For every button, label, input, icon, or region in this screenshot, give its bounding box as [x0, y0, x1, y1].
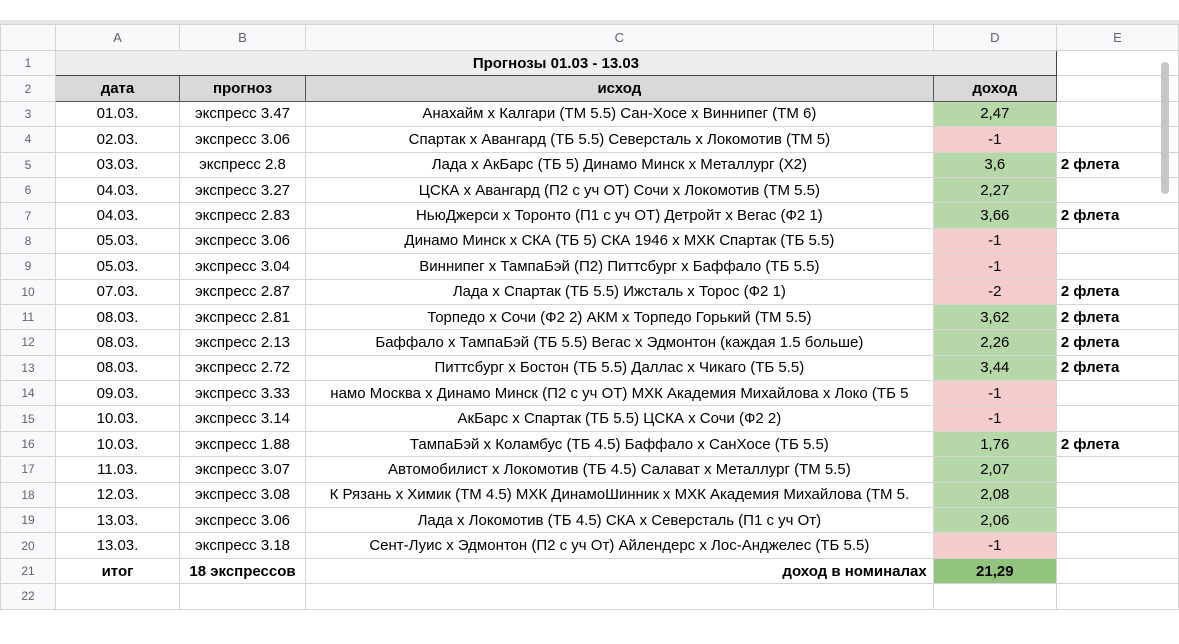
sheet-table[interactable] — [0, 24, 1179, 610]
outcome-cell[interactable]: Спартак х Авангард (ТБ 5.5) Северсталь х Локомотив (ТМ 5) — [306, 127, 934, 152]
table-row[interactable] — [1, 101, 1179, 126]
outcome-cell[interactable]: Лада х Локомотив (ТБ 4.5) СКА х Северсталь (П1 с уч От) — [306, 508, 934, 533]
income-cell[interactable]: 3,44 — [933, 355, 1056, 380]
header-date[interactable]: дата — [55, 76, 179, 101]
row-header[interactable]: 8 — [1, 228, 56, 253]
table-row[interactable] — [1, 457, 1179, 482]
empty-cell[interactable] — [306, 584, 934, 609]
empty-cell[interactable] — [1056, 558, 1178, 583]
income-cell[interactable]: 2,07 — [933, 457, 1056, 482]
table-row[interactable] — [1, 482, 1179, 507]
column-header-c[interactable]: C — [306, 25, 934, 51]
note-cell[interactable] — [1056, 406, 1178, 431]
row-header[interactable]: 3 — [1, 101, 56, 126]
row-header[interactable]: 13 — [1, 355, 56, 380]
date-cell[interactable]: 05.03. — [55, 228, 179, 253]
forecast-cell[interactable]: экспресс 3.18 — [179, 533, 305, 558]
forecast-cell[interactable]: экспресс 1.88 — [179, 431, 305, 456]
table-row[interactable] — [1, 127, 1179, 152]
row-header[interactable]: 5 — [1, 152, 56, 177]
income-cell[interactable]: 2,47 — [933, 101, 1056, 126]
income-cell[interactable]: -2 — [933, 279, 1056, 304]
income-cell[interactable]: 3,66 — [933, 203, 1056, 228]
date-cell[interactable]: 04.03. — [55, 177, 179, 202]
table-row[interactable] — [1, 254, 1179, 279]
note-cell[interactable] — [1056, 482, 1178, 507]
outcome-cell[interactable]: намо Москва х Динамо Минск (П2 с уч ОТ) МХК Академия Михайлова х Локо (ТБ 5 — [306, 381, 934, 406]
forecast-cell[interactable]: экспресс 3.33 — [179, 381, 305, 406]
row-header[interactable]: 16 — [1, 431, 56, 456]
date-cell[interactable]: 12.03. — [55, 482, 179, 507]
table-row[interactable] — [1, 431, 1179, 456]
total-value-cell[interactable]: 21,29 — [933, 558, 1056, 583]
date-cell[interactable]: 05.03. — [55, 254, 179, 279]
row-header[interactable]: 6 — [1, 177, 56, 202]
total-count-cell[interactable]: 18 экспрессов — [179, 558, 305, 583]
note-cell[interactable] — [1056, 381, 1178, 406]
outcome-cell[interactable]: Динамо Минск х СКА (ТБ 5) СКА 1946 х МХК Спартак (ТБ 5.5) — [306, 228, 934, 253]
row-header[interactable]: 9 — [1, 254, 56, 279]
header-forecast[interactable]: прогноз — [179, 76, 305, 101]
date-cell[interactable]: 11.03. — [55, 457, 179, 482]
forecast-cell[interactable]: экспресс 3.06 — [179, 228, 305, 253]
forecast-cell[interactable]: экспресс 2.83 — [179, 203, 305, 228]
table-row[interactable] — [1, 279, 1179, 304]
note-cell[interactable] — [1056, 457, 1178, 482]
table-row[interactable] — [1, 304, 1179, 329]
forecast-cell[interactable]: экспресс 2.81 — [179, 304, 305, 329]
note-cell[interactable] — [1056, 228, 1178, 253]
forecast-cell[interactable]: экспресс 2.8 — [179, 152, 305, 177]
outcome-cell[interactable]: Анахайм х Калгари (ТМ 5.5) Сан-Хосе х Виннипег (ТМ 6) — [306, 101, 934, 126]
date-cell[interactable]: 09.03. — [55, 381, 179, 406]
outcome-cell[interactable]: НьюДжерси х Торонто (П1 с уч ОТ) Детройт х Вегас (Ф2 1) — [306, 203, 934, 228]
select-all-corner[interactable] — [1, 25, 56, 51]
income-cell[interactable]: -1 — [933, 533, 1056, 558]
forecast-cell[interactable]: экспресс 3.06 — [179, 127, 305, 152]
row-header[interactable]: 17 — [1, 457, 56, 482]
total-label-cell[interactable]: итог — [55, 558, 179, 583]
income-cell[interactable]: -1 — [933, 127, 1056, 152]
note-cell[interactable] — [1056, 254, 1178, 279]
empty-cell[interactable] — [55, 584, 179, 609]
note-cell[interactable]: 2 флета — [1056, 279, 1178, 304]
outcome-cell[interactable]: Питтсбург х Бостон (ТБ 5.5) Даллас х Чикаго (ТБ 5.5) — [306, 355, 934, 380]
row-header[interactable]: 11 — [1, 304, 56, 329]
income-cell[interactable]: 2,08 — [933, 482, 1056, 507]
outcome-cell[interactable]: Сент-Луис х Эдмонтон (П2 с уч От) Айлендерс х Лос-Анджелес (ТБ 5.5) — [306, 533, 934, 558]
note-cell[interactable]: 2 флета — [1056, 355, 1178, 380]
column-header-a[interactable]: A — [55, 25, 179, 51]
table-row[interactable] — [1, 228, 1179, 253]
header-income[interactable]: доход — [933, 76, 1056, 101]
date-cell[interactable]: 08.03. — [55, 355, 179, 380]
date-cell[interactable]: 13.03. — [55, 508, 179, 533]
row-header[interactable]: 14 — [1, 381, 56, 406]
income-cell[interactable]: 2,27 — [933, 177, 1056, 202]
row-header[interactable]: 2 — [1, 76, 56, 101]
note-cell[interactable]: 2 флета — [1056, 203, 1178, 228]
date-cell[interactable]: 07.03. — [55, 279, 179, 304]
income-cell[interactable]: 3,6 — [933, 152, 1056, 177]
note-cell[interactable]: 2 флета — [1056, 330, 1178, 355]
note-cell[interactable] — [1056, 508, 1178, 533]
table-row[interactable] — [1, 330, 1179, 355]
empty-cell[interactable] — [933, 584, 1056, 609]
row-header[interactable]: 18 — [1, 482, 56, 507]
outcome-cell[interactable]: ЦСКА х Авангард (П2 с уч ОТ) Сочи х Локомотив (ТМ 5.5) — [306, 177, 934, 202]
income-cell[interactable]: -1 — [933, 406, 1056, 431]
date-cell[interactable]: 04.03. — [55, 203, 179, 228]
outcome-cell[interactable]: Лада х АкБарс (ТБ 5) Динамо Минск х Металлург (Х2) — [306, 152, 934, 177]
date-cell[interactable]: 08.03. — [55, 304, 179, 329]
outcome-cell[interactable]: Торпедо х Сочи (Ф2 2) АКМ х Торпедо Горький (ТМ 5.5) — [306, 304, 934, 329]
date-cell[interactable]: 10.03. — [55, 406, 179, 431]
table-row[interactable] — [1, 152, 1179, 177]
outcome-cell[interactable]: ТампаБэй х Коламбус (ТБ 4.5) Баффало х СанХосе (ТБ 5.5) — [306, 431, 934, 456]
note-cell[interactable]: 2 флета — [1056, 431, 1178, 456]
table-row[interactable] — [1, 406, 1179, 431]
row-header[interactable]: 15 — [1, 406, 56, 431]
income-cell[interactable]: 2,26 — [933, 330, 1056, 355]
outcome-cell[interactable]: АкБарс х Спартак (ТБ 5.5) ЦСКА х Сочи (Ф2 2) — [306, 406, 934, 431]
table-row[interactable] — [1, 533, 1179, 558]
date-cell[interactable]: 01.03. — [55, 101, 179, 126]
date-cell[interactable]: 08.03. — [55, 330, 179, 355]
row-header[interactable]: 22 — [1, 584, 56, 609]
empty-cell[interactable] — [1056, 584, 1178, 609]
income-cell[interactable]: -1 — [933, 228, 1056, 253]
outcome-cell[interactable]: Баффало х ТампаБэй (ТБ 5.5) Вегас х Эдмонтон (каждая 1.5 больше) — [306, 330, 934, 355]
date-cell[interactable]: 13.03. — [55, 533, 179, 558]
forecast-cell[interactable]: экспресс 2.72 — [179, 355, 305, 380]
outcome-cell[interactable]: Автомобилист х Локомотив (ТБ 4.5) Салават х Металлург (ТМ 5.5) — [306, 457, 934, 482]
column-header-b[interactable]: B — [179, 25, 305, 51]
column-header-d[interactable]: D — [933, 25, 1056, 51]
row-header[interactable]: 19 — [1, 508, 56, 533]
vertical-scrollbar[interactable] — [1161, 62, 1169, 194]
forecast-cell[interactable]: экспресс 3.27 — [179, 177, 305, 202]
forecast-cell[interactable]: экспресс 3.06 — [179, 508, 305, 533]
date-cell[interactable]: 02.03. — [55, 127, 179, 152]
income-cell[interactable]: 3,62 — [933, 304, 1056, 329]
outcome-cell[interactable]: Лада х Спартак (ТБ 5.5) Ижсталь х Торос (Ф2 1) — [306, 279, 934, 304]
table-row[interactable] — [1, 177, 1179, 202]
table-row[interactable] — [1, 355, 1179, 380]
header-outcome[interactable]: исход — [306, 76, 934, 101]
table-row[interactable] — [1, 203, 1179, 228]
note-cell[interactable]: 2 флета — [1056, 152, 1178, 177]
spreadsheet-grid[interactable] — [0, 24, 1179, 610]
row-header[interactable]: 1 — [1, 51, 56, 76]
forecast-cell[interactable]: экспресс 3.04 — [179, 254, 305, 279]
row-header[interactable]: 7 — [1, 203, 56, 228]
forecast-cell[interactable]: экспресс 3.47 — [179, 101, 305, 126]
table-row[interactable] — [1, 381, 1179, 406]
toolbar-area — [0, 0, 1179, 20]
row-header[interactable]: 4 — [1, 127, 56, 152]
total-caption-cell[interactable]: доход в номиналах — [306, 558, 934, 583]
forecast-cell[interactable]: экспресс 2.13 — [179, 330, 305, 355]
date-cell[interactable]: 03.03. — [55, 152, 179, 177]
row-header[interactable]: 12 — [1, 330, 56, 355]
note-cell[interactable]: 2 флета — [1056, 304, 1178, 329]
date-cell[interactable]: 10.03. — [55, 431, 179, 456]
note-cell[interactable] — [1056, 533, 1178, 558]
forecast-cell[interactable]: экспресс 2.87 — [179, 279, 305, 304]
sheet-title-cell[interactable]: Прогнозы 01.03 - 13.03 — [55, 51, 1056, 76]
forecast-cell[interactable]: экспресс 3.07 — [179, 457, 305, 482]
income-cell[interactable]: -1 — [933, 254, 1056, 279]
income-cell[interactable]: 2,06 — [933, 508, 1056, 533]
row-header[interactable]: 10 — [1, 279, 56, 304]
income-cell[interactable]: 1,76 — [933, 431, 1056, 456]
row-header[interactable]: 21 — [1, 558, 56, 583]
forecast-cell[interactable]: экспресс 3.14 — [179, 406, 305, 431]
row-header[interactable]: 20 — [1, 533, 56, 558]
table-row[interactable] — [1, 508, 1179, 533]
empty-cell[interactable] — [179, 584, 305, 609]
forecast-cell[interactable]: экспресс 3.08 — [179, 482, 305, 507]
outcome-cell[interactable]: Виннипег х ТампаБэй (П2) Питтсбург х Баффало (ТБ 5.5) — [306, 254, 934, 279]
column-header-e[interactable]: E — [1056, 25, 1178, 51]
income-cell[interactable]: -1 — [933, 381, 1056, 406]
outcome-cell[interactable]: К Рязань х Химик (ТМ 4.5) МХК ДинамоШинник х МХК Академия Михайлова (ТМ 5. — [306, 482, 934, 507]
